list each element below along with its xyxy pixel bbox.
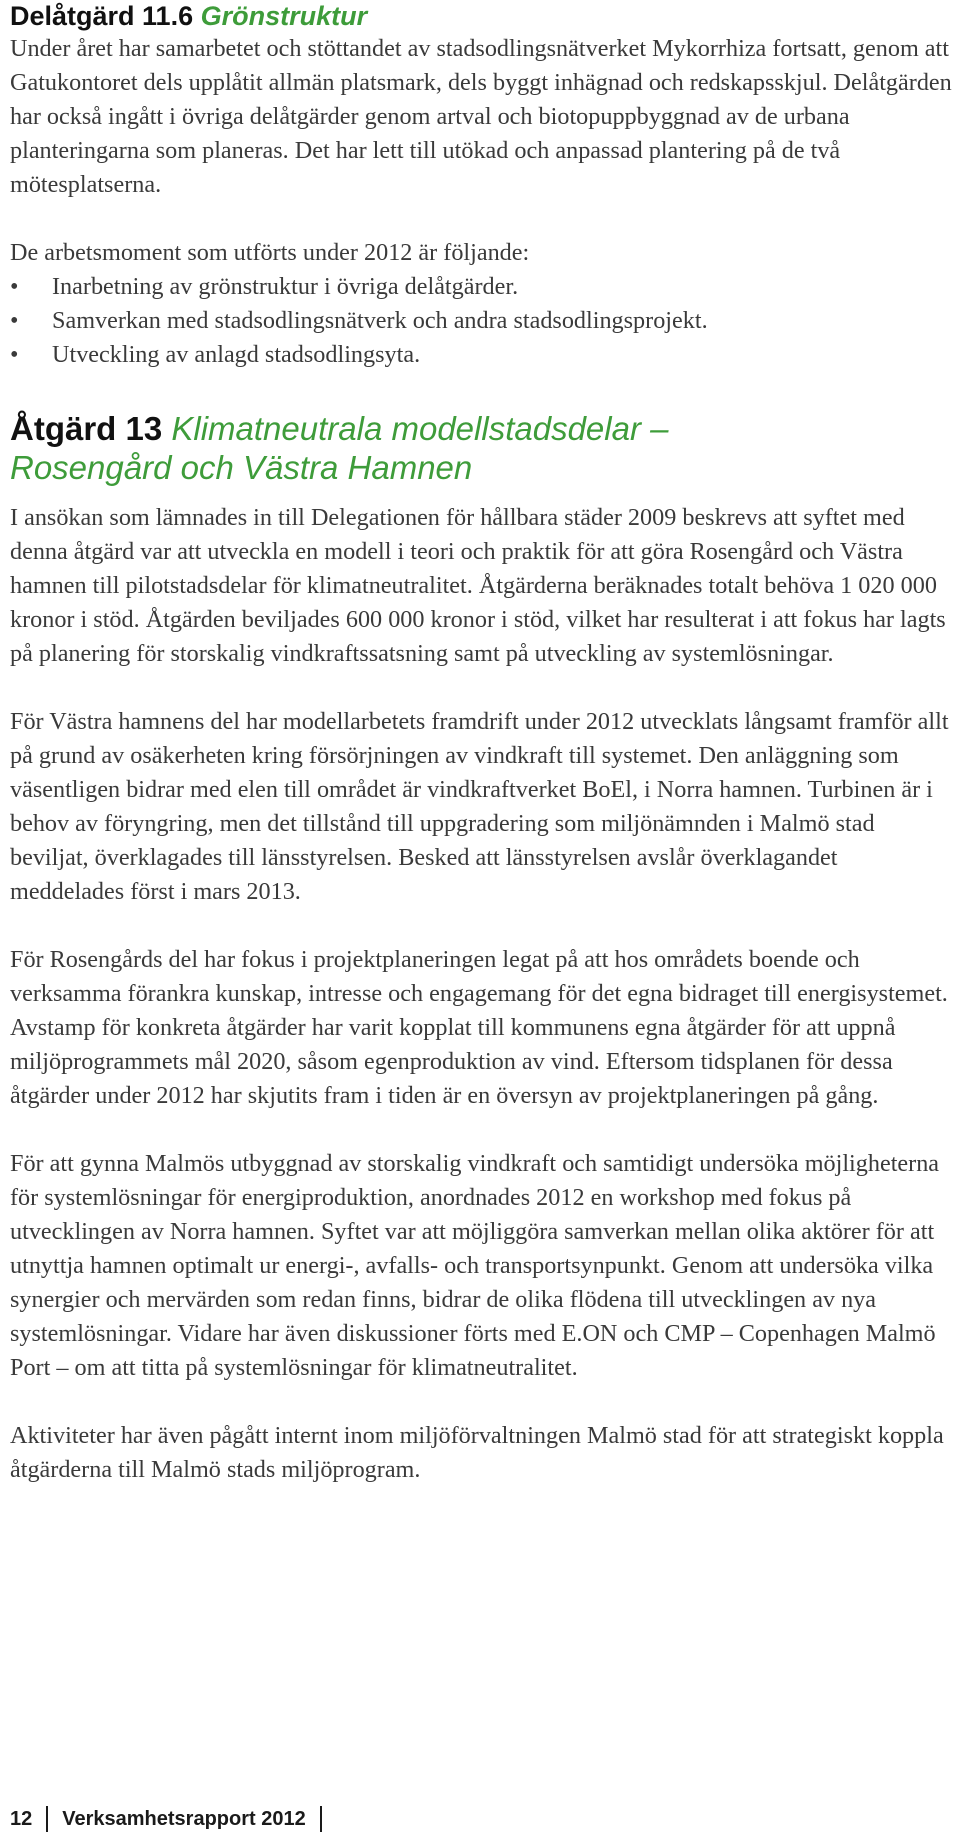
section-heading-prefix: Åtgärd 13 bbox=[10, 410, 172, 447]
page-number: 12 bbox=[10, 1807, 33, 1830]
paragraph-workshop: För att gynna Malmös utbyggnad av storskalig vindkraft och samtidigt undersöka möjligheterna för systemlösningar för energiproduktion, anordnades 2012 en workshop med fokus på utvecklingen av Norra hamnen. Syftet var att möjliggöra samverkan mellan olika aktörer för att utnyttja hamnen optimalt ur energi-, avfalls- och transportsynpunkt. Genom att undersöka vilka synergier och mervärden som redan finns, bidrar de olika flödena till utvecklingen av nya systemlösningar. Vidare har även diskussioner förts med E.ON och CMP – Copenhagen Malmö Port – om att titta på systemlösningar för klimatneutralitet. bbox=[10, 1150, 940, 1381]
task-list bbox=[10, 270, 955, 372]
list-item bbox=[10, 270, 955, 304]
page-footer bbox=[10, 1804, 336, 1834]
list-item bbox=[10, 338, 955, 372]
subsection-heading-prefix: Delåtgärd 11.6 bbox=[10, 1, 201, 31]
document-page bbox=[10, 0, 955, 1487]
list-item-text: Utveckling av anlagd stadsodlingsyta. bbox=[52, 341, 421, 368]
section-heading-title-line1: Klimatneutrala modellstadsdelar – bbox=[171, 410, 669, 447]
subsection-heading bbox=[10, 0, 955, 32]
section-heading-title-line2: Rosengård och Västra Hamnen bbox=[10, 449, 473, 486]
bullet-icon: • bbox=[10, 341, 19, 368]
paragraph-vastra-hamnen: För Västra hamnens del har modellarbetets framdrift under 2012 utvecklats långsamt framför allt på grund av osäkerheten kring försörjningen av vindkraft till systemet. Den anläggning som väsentligen bidrar med elen till området är vindkraftverket BoEl, i Norra hamnen. Turbinen är i behov av föryngring, men det tillstånd till uppgradering som miljönämnden i Malmö stad beviljat, överklagades till länsstyrelsen. Besked att länsstyrelsen avslår överklagandet meddelades först i mars 2013. bbox=[10, 708, 949, 905]
report-title: Verksamhetsrapport 2012 bbox=[62, 1807, 306, 1830]
bullet-icon: • bbox=[10, 307, 19, 334]
subsection-heading-title: Grönstruktur bbox=[200, 1, 368, 31]
list-intro: De arbetsmoment som utförts under 2012 är följande: bbox=[10, 239, 530, 266]
footer-divider bbox=[320, 1806, 322, 1832]
bullet-icon: • bbox=[10, 273, 19, 300]
paragraph-aktiviteter: Aktiviteter har även pågått internt inom miljöförvaltningen Malmö stad för att strategiskt koppla åtgärderna till Malmö stads miljöprogram. bbox=[10, 1422, 944, 1483]
list-item bbox=[10, 304, 955, 338]
section-heading bbox=[10, 409, 955, 487]
paragraph-rosengard: För Rosengårds del har fokus i projektplaneringen legat på att hos områdets boende och verksamma förankra kunskap, intresse och engagemang för det egna bidraget till energisystemet. Avstamp för konkreta åtgärder har varit kopplat till kommunens egna åtgärder för att uppnå miljöprogrammets mål 2020, såsom egenproduktion av vind. Eftersom tidsplanen för dessa åtgärder under 2012 har skjutits fram i tiden är en översyn av projektplaneringen på gång. bbox=[10, 946, 948, 1109]
paragraph-gronstruktur: Under året har samarbetet och stöttandet av stadsodlingsnätverket Mykorrhiza fortsatt, genom att Gatukontoret dels upplåtit allmän platsmark, dels byggt inhägnad och redskapsskjul. Delåtgärden har också ingått i övriga delåtgärder genom artval och biotopuppbyggnad av de urbana planteringarna som planeras. Det har lett till utökad och anpassad plantering på de två mötesplatserna. bbox=[10, 35, 952, 198]
footer-divider bbox=[46, 1806, 48, 1832]
paragraph-ansokan: I ansökan som lämnades in till Delegationen för hållbara städer 2009 beskrevs att syftet med denna åtgärd var att utveckla en modell i teori och praktik för att göra Rosengård och Västra hamnen till pilotstadsdelar för klimatneutralitet. Åtgärderna beräknades totalt behöva 1 020 000 kronor i stöd. Åtgärden beviljades 600 000 kronor i stöd, vilket har resulterat i att fokus har lagts på planering för storskalig vindkraftssatsning samt på utveckling av systemlösningar. bbox=[10, 504, 946, 667]
list-item-text: Samverkan med stadsodlingsnätverk och andra stadsodlingsprojekt. bbox=[52, 307, 708, 334]
list-item-text: Inarbetning av grönstruktur i övriga delåtgärder. bbox=[52, 273, 519, 300]
